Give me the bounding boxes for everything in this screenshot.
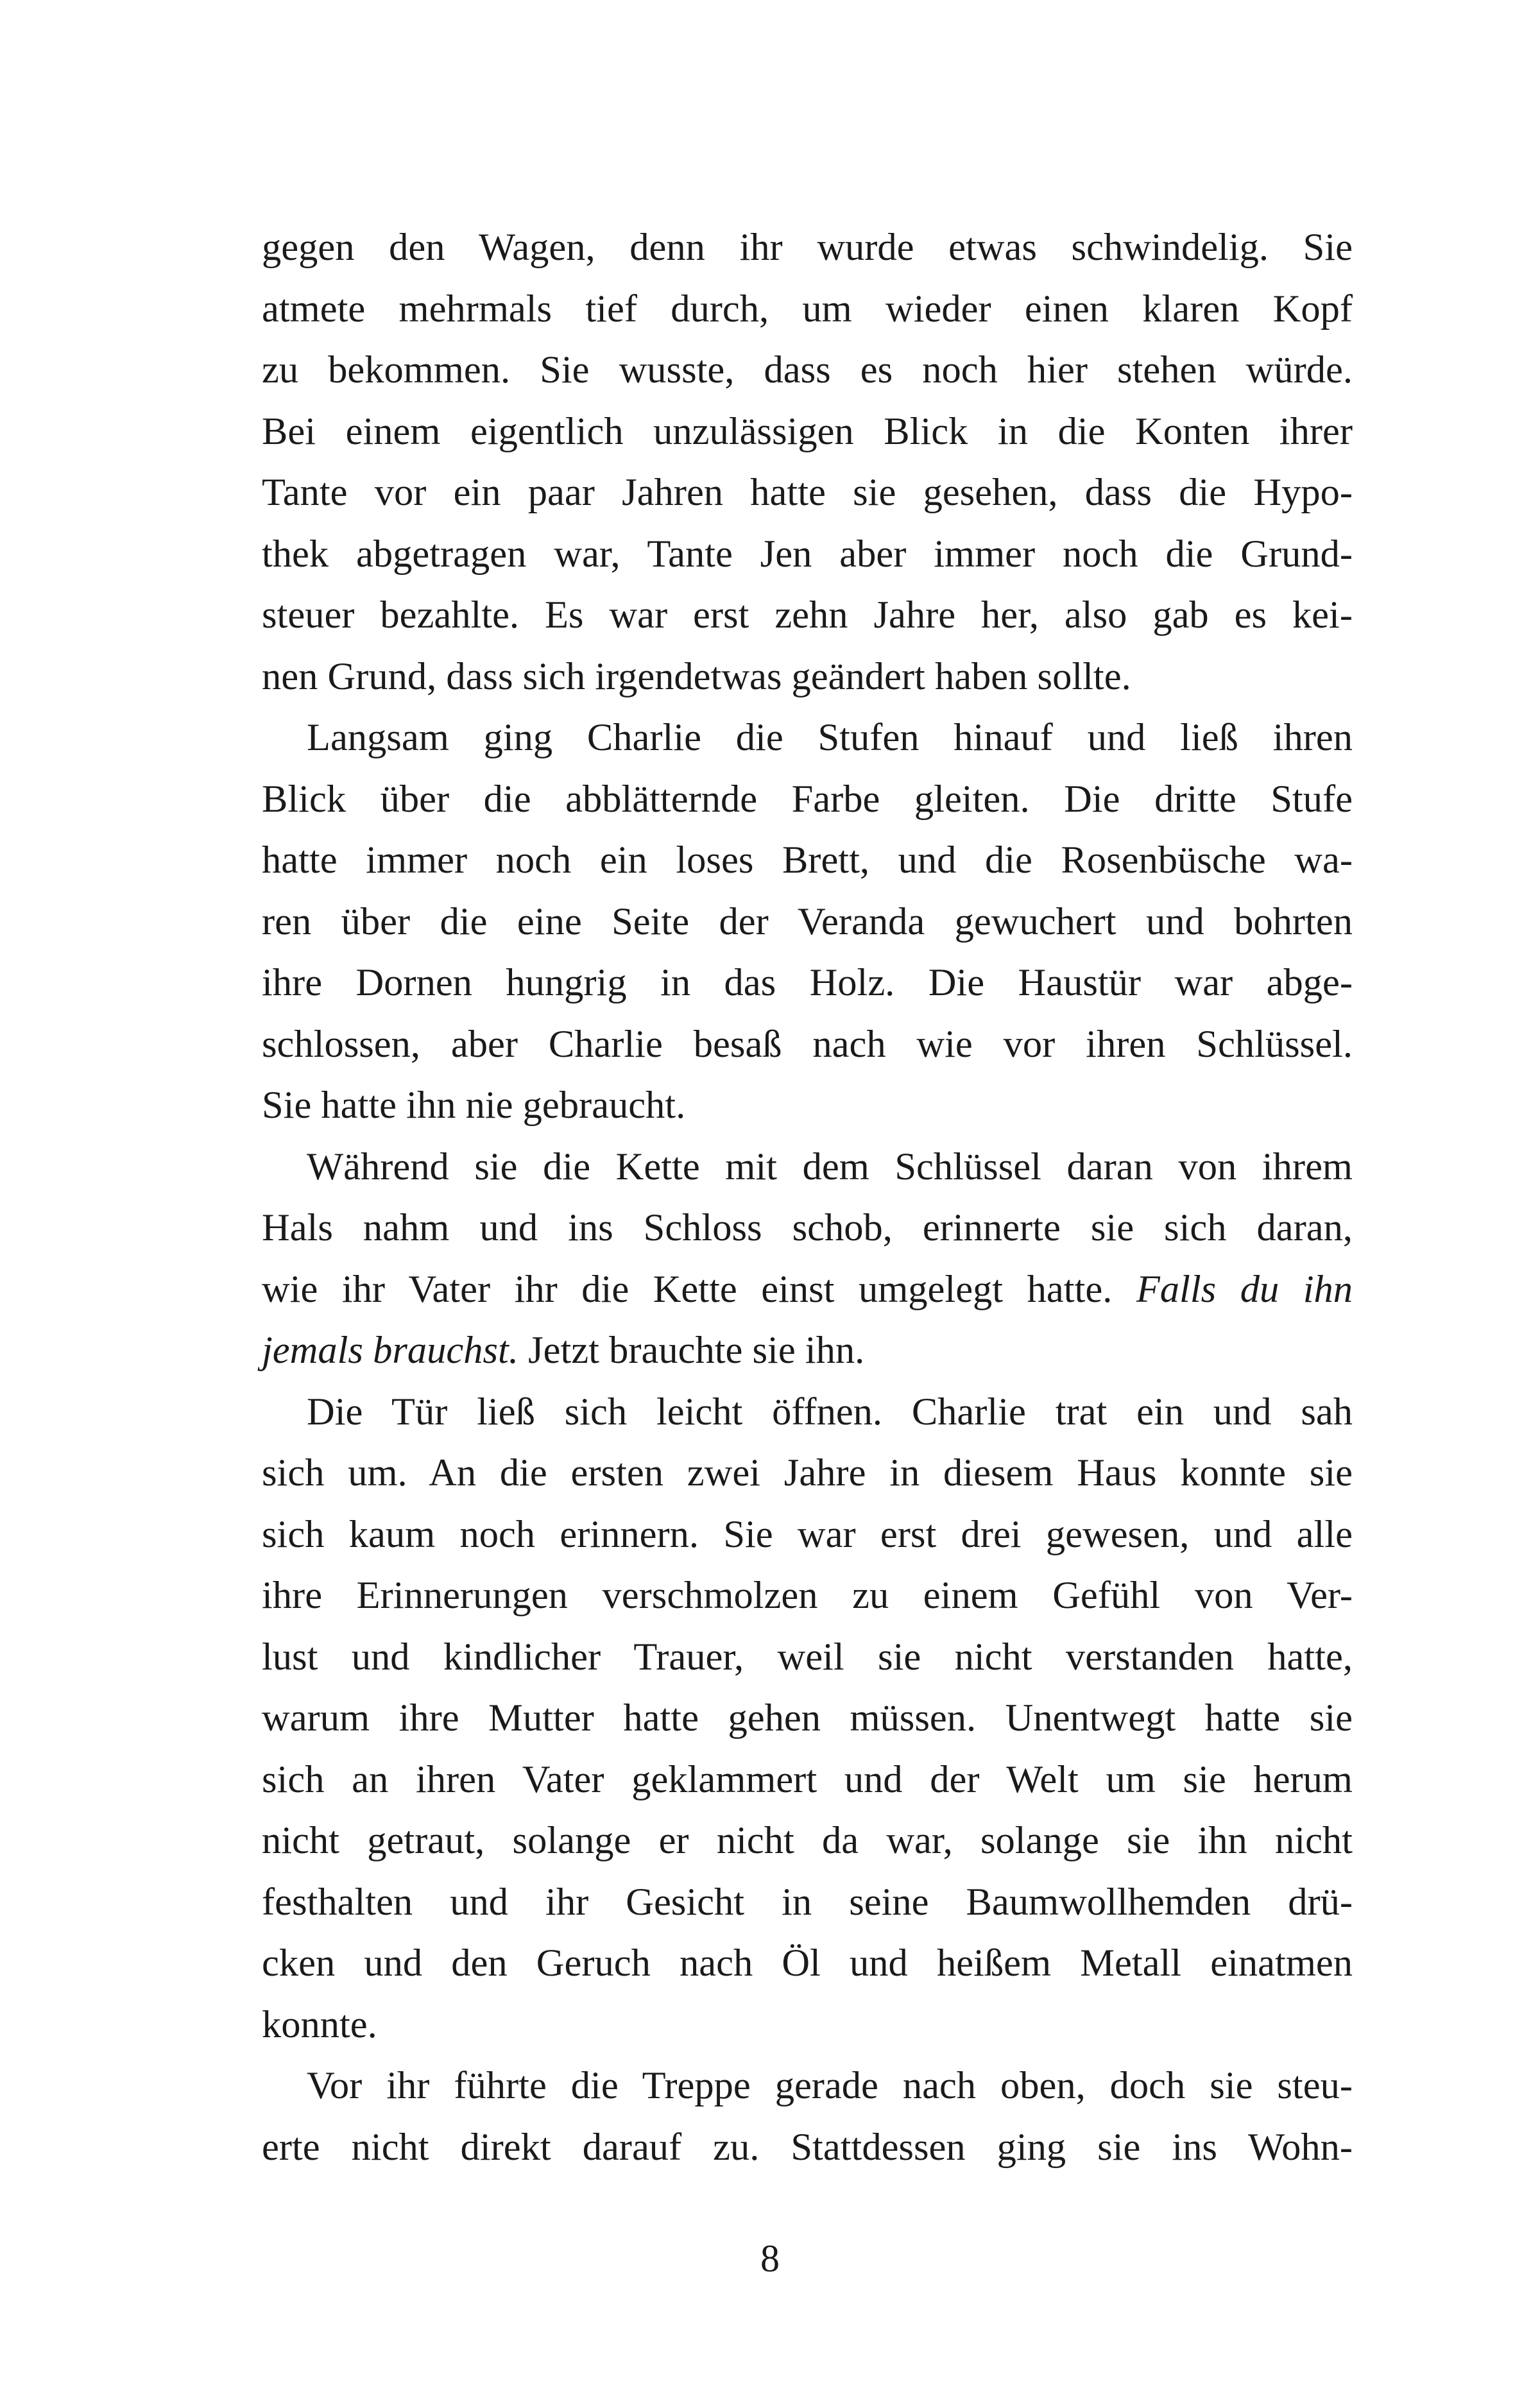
text-segment: Jetzt brauchte sie ihn. xyxy=(518,1329,865,1372)
page-number: 8 xyxy=(760,2237,780,2280)
text-line: ihre Dornen hungrig in das Holz. Die Haustür war abge- xyxy=(262,961,1353,1004)
text-line: ren über die eine Seite der Veranda gewuchert und bohrten xyxy=(262,900,1353,943)
text-line: ihre Erinnerungen verschmolzen zu einem Gefühl von Ver- xyxy=(262,1574,1353,1617)
text-line: Hals nahm und ins Schloss schob, erinnerte sie sich daran, xyxy=(262,1206,1353,1249)
italic-text: jemals brauchst. xyxy=(262,1329,518,1372)
text-line: konnte. xyxy=(262,2003,377,2046)
text-line: steuer bezahlte. Es war erst zehn Jahre her, also gab es kei- xyxy=(262,594,1353,637)
text-line: Bei einem eigentlich unzulässigen Blick in die Konten ihrer xyxy=(262,409,1353,453)
text-line: zu bekommen. Sie wusste, dass es noch hier stehen würde. xyxy=(262,348,1353,391)
text-line: sich um. An die ersten zwei Jahre in diesem Haus konnte sie xyxy=(262,1451,1353,1494)
text-line: thek abgetragen war, Tante Jen aber immer noch die Grund- xyxy=(262,532,1353,576)
text-line: Langsam ging Charlie die Stufen hinauf und ließ ihren xyxy=(307,716,1353,759)
text-line: Während sie die Kette mit dem Schlüssel daran von ihrem xyxy=(307,1145,1353,1188)
body-text xyxy=(262,217,1353,2178)
text-line: sich an ihren Vater geklammert und der Welt um sie herum xyxy=(262,1757,1353,1801)
text-line: atmete mehrmals tief durch, um wieder einen klaren Kopf xyxy=(262,287,1353,330)
text-line xyxy=(262,1320,1353,1381)
text-line xyxy=(262,1259,1353,1320)
text-line: Tante vor ein paar Jahren hatte sie gesehen, dass die Hypo- xyxy=(262,471,1353,514)
text-line: schlossen, aber Charlie besaß nach wie vor ihren Schlüssel. xyxy=(262,1022,1353,1066)
text-line: Vor ihr führte die Treppe gerade nach oben, doch sie steu- xyxy=(307,2064,1353,2107)
text-line: nen Grund, dass sich irgendetwas geändert haben sollte. xyxy=(262,654,1131,698)
text-line: hatte immer noch ein loses Brett, und die Rosenbüsche wa- xyxy=(262,839,1353,882)
text-line: lust und kindlicher Trauer, weil sie nicht verstanden hatte, xyxy=(262,1635,1353,1679)
text-line: Die Tür ließ sich leicht öffnen. Charlie trat ein und sah xyxy=(307,1390,1353,1433)
text-line: cken und den Geruch nach Öl und heißem Metall einatmen xyxy=(262,1942,1353,1985)
text-line: Blick über die abblätternde Farbe gleiten. Die dritte Stufe xyxy=(262,777,1353,821)
text-line: erte nicht direkt darauf zu. Stattdessen ging sie ins Wohn- xyxy=(262,2125,1353,2169)
text-segment: wie ihr Vater ihr die Kette einst umgelegt hatte. xyxy=(262,1267,1136,1311)
text-line: gegen den Wagen, denn ihr wurde etwas schwindelig. Sie xyxy=(262,226,1353,269)
text-line: Sie hatte ihn nie gebraucht. xyxy=(262,1084,686,1127)
text-line: warum ihre Mutter hatte gehen müssen. Unentwegt hatte sie xyxy=(262,1696,1353,1739)
italic-text: Falls du ihn xyxy=(1136,1267,1353,1311)
text-line: festhalten und ihr Gesicht in seine Baumwollhemden drü- xyxy=(262,1880,1353,1924)
text-line: nicht getraut, solange er nicht da war, solange sie ihn nicht xyxy=(262,1819,1353,1862)
text-line: sich kaum noch erinnern. Sie war erst drei gewesen, und alle xyxy=(262,1512,1353,1556)
